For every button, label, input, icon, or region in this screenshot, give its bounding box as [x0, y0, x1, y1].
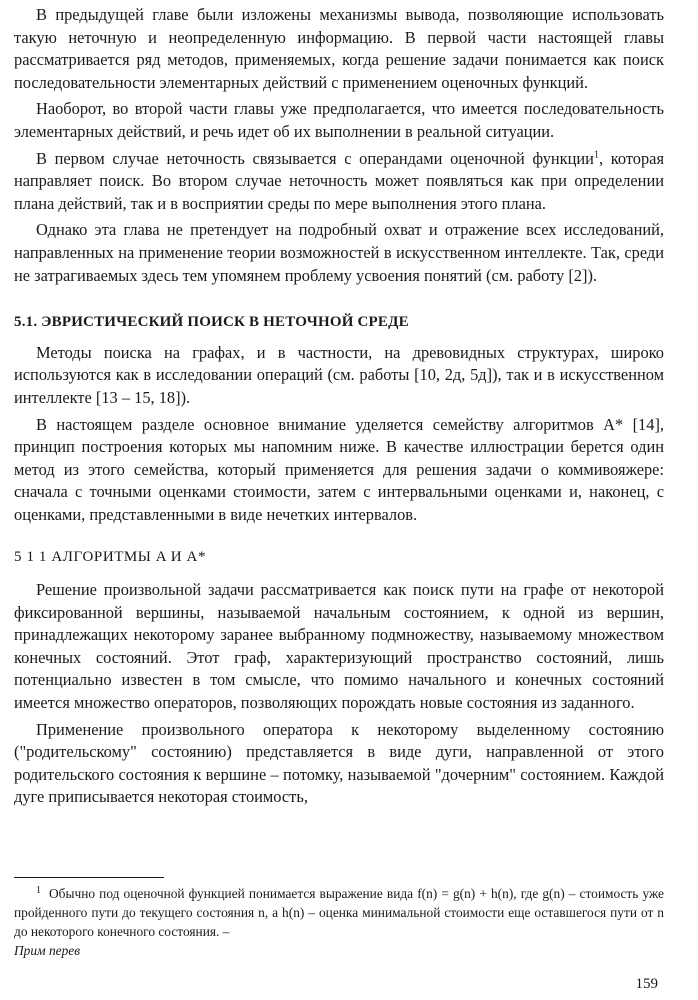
subsection-paragraph-2: Применение произвольного оператора к некоторому выделенному состоянию ("родительскому" состоянию) представляется в виде дуги, направленной от этого родительского состояния к вершине – потомку, называемой "дочерним" состоянием. Каждой дуге приписывается некоторая стоимость,	[14, 719, 664, 807]
subsection-heading: 5 1 1 АЛГОРИТМЫ A И A*	[14, 549, 207, 566]
intro-paragraph-2: Наоборот, во второй части главы уже предполагается, что имеется последовательность элементарных действий, и речь идет об их выполнении в реальной ситуации.	[14, 99, 664, 141]
section-paragraph-2: В настоящем разделе основное внимание уделяется семейству алгоритмов A* [14], принцип построения которых мы напомним ниже. В качестве иллюстрации берется один метод из этого семейства, который применяется для решения задачи о коммивояжере: сначала с точными оценками стоимости, затем с интервальными оценками и, наконец, с оценками, представленными в виде нечетких интервалов.	[14, 414, 664, 524]
footnote-text: Обычно под оценочной функцией понимается выражение вида f(n) = g(n) + h(n), где g(n) – стоимость уже пройденного пути до текущего состояния n, а h(n) – оценка минимальной стоимости еще оставшегося пути от n до некоторого конечного состояния. –	[14, 886, 664, 939]
para3-before: В первом случае неточность связывается с операндами оценочной функции	[36, 148, 594, 168]
footnote-signature: Прим перев	[14, 943, 81, 958]
footnote-mark: 1	[36, 884, 41, 896]
para3-after: , которая направляет поиск. Во втором случае неточность может появляться как при определении плана действий, так и в восприятии среды по мере выполнения этого плана.	[14, 148, 664, 213]
intro-paragraph-3	[14, 148, 664, 216]
intro-paragraph-1: В предыдущей главе были изложены механизмы вывода, позволяющие использовать такую неточную и неопределенную информацию. В первой части настоящей главы рассматривается ряд методов, применяемых, когда решение задачи понимается как поиск последовательности элементарных действий с применением оценочных функций.	[14, 5, 664, 92]
footnote-divider	[14, 877, 164, 878]
footnote-reference: 1	[593, 149, 599, 161]
intro-paragraph-4: Однако эта глава не претендует на подробный охват и отражение всех исследований, направленных на применение теории возможностей в искусственном интеллекте. Так, среди не затрагиваемых здесь тем упомянем проблему усвоения понятий (см. работу [2]).	[14, 220, 664, 285]
main-text	[14, 4, 664, 809]
subsection-paragraph-1: Решение произвольной задачи рассматривается как поиск пути на графе от некоторой фиксированной вершины, называемой начальным состоянием, к одной из вершин, принадлежащих некоторому заранее выбранному подмножеству, называемому множеством конечных состояний. Этот граф, характеризующий пространство состояний, лишь потенциально известен в том смысле, что помимо начального и конечных состояний имеется множество операторов, позволяющих порождать новые состояния из заданного.	[14, 580, 664, 713]
section-heading: 5.1. ЭВРИСТИЧЕСКИЙ ПОИСК В НЕТОЧНОЙ СРЕДЕ	[14, 314, 409, 331]
footnote	[14, 884, 664, 960]
section-paragraph-1: Методы поиска на графах, и в частности, на древовидных структурах, широко используются как в исследовании операций (см. работы [10, 2д, 5д]), так и в искусственном интеллекте [13 – 15, 18]).	[14, 342, 664, 407]
page-number: 159	[635, 976, 658, 992]
